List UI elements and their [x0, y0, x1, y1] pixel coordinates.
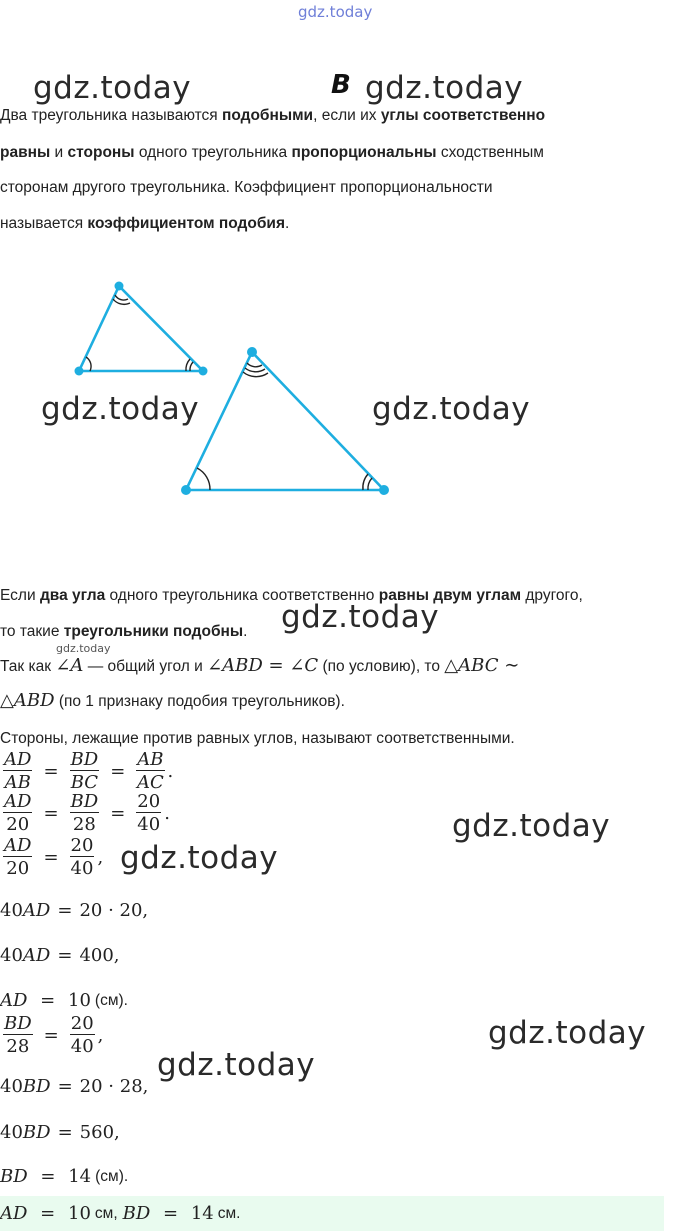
watermark: gdz.today: [488, 1015, 647, 1051]
definition-line-1: Два треугольника называются подобными, если их углы соответственно: [0, 107, 546, 124]
vertex-dot: [181, 485, 191, 495]
top-watermark: gdz.today: [298, 3, 373, 21]
watermark: gdz.today: [41, 391, 200, 427]
small-watermark: gdz.today: [56, 642, 111, 655]
watermark: gdz.today: [452, 808, 611, 844]
definition-line-2: равны и стороны одного треугольника пропорциональны сходственным: [0, 144, 544, 161]
large-angle-arc-top: [247, 363, 262, 367]
reason-line-2: △ABD (по 1 признаку подобия треугольников).: [0, 690, 345, 711]
step-4: 40 BD = 20 · 28,: [0, 1076, 149, 1097]
large-angle-arc-right: [368, 478, 372, 490]
proportion-equation-3: $\frac{AD}{20}$ = $\frac{20}{40}$ ,: [4, 835, 104, 879]
watermark: gdz.today: [157, 1047, 316, 1083]
similar-triangles-figure: [0, 270, 420, 510]
task-heading: B: [331, 70, 351, 100]
small-angle-arc-top: [115, 295, 128, 300]
large-triangle: [186, 352, 384, 490]
reason-line-1: Так как ∠A — общий угол и ∠ABD = ∠C (по условию), то △ABC ∼: [0, 655, 520, 676]
vertex-dot: [115, 282, 124, 291]
answer-line: AD = 10 см, BD = 14 см.: [0, 1203, 241, 1224]
large-angle-arc-top: [245, 368, 265, 372]
small-triangle: [79, 286, 203, 371]
watermark: gdz.today: [120, 840, 279, 876]
small-angle-arc-right: [190, 362, 193, 371]
step-5: 40 BD = 560,: [0, 1122, 120, 1143]
step-1: 40 AD = 20 · 20,: [0, 900, 149, 921]
large-angle-arc-right: [363, 474, 368, 490]
criterion-line-2: то такие треугольники подобны.: [0, 623, 248, 640]
step-2: 40 AD = 400,: [0, 945, 120, 966]
large-angle-arc-top: [243, 372, 268, 377]
small-angle-arc-bottom-left: [86, 357, 91, 371]
large-angle-arc-bottom-left: [197, 468, 210, 490]
watermark: gdz.today: [33, 70, 192, 106]
criterion-line-1: Если два угла одного треугольника соответственно равны двум углам другого,: [0, 587, 583, 604]
vertex-dot: [75, 367, 84, 376]
proportion-equation-4: $\frac{BD}{28}$ = $\frac{20}{40}$ ,: [4, 1013, 104, 1057]
definition-line-4: называется коэффициентом подобия.: [0, 215, 290, 232]
proportion-equation-1: $\frac{AD}{AB}$ = $\frac{BD}{BC}$ = $\frac{AB}{AC}$ .: [4, 749, 174, 793]
step-6: BD = 14 (см).: [0, 1166, 129, 1187]
watermark: gdz.today: [372, 391, 531, 427]
definition-line-3: сторонам другого треугольника. Коэффициент пропорциональности: [0, 179, 493, 196]
sides-text: Стороны, лежащие против равных углов, называют соответственными.: [0, 730, 515, 747]
vertex-dot: [199, 367, 208, 376]
step-3: AD = 10 (см).: [0, 990, 128, 1011]
proportion-equation-2: $\frac{AD}{20}$ = $\frac{BD}{28}$ = $\frac{20}{40}$ .: [4, 791, 170, 835]
watermark: gdz.today: [365, 70, 524, 106]
vertex-dot: [247, 347, 257, 357]
vertex-dot: [379, 485, 389, 495]
watermark: gdz.today: [281, 599, 440, 635]
